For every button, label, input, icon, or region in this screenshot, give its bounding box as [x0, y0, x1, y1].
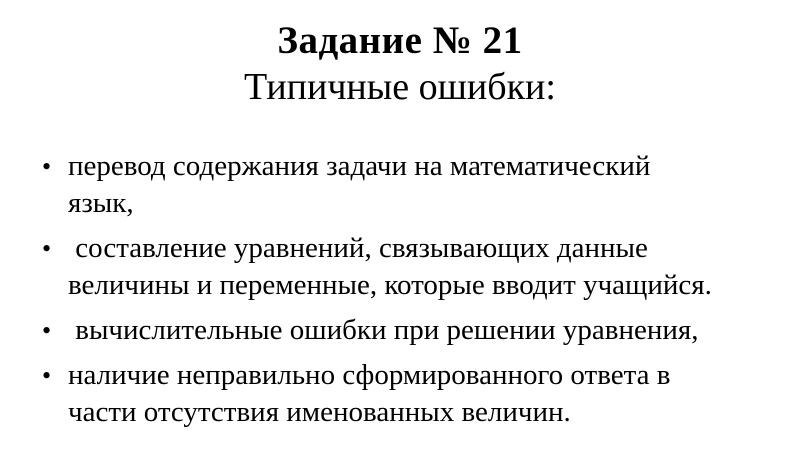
bullet-marker: • — [42, 152, 52, 181]
bullet-line: язык, — [68, 187, 134, 219]
bullet-text — [68, 312, 780, 349]
bullet-line: составление уравнений, связывающих данные — [68, 232, 648, 264]
bullet-marker: • — [42, 361, 52, 390]
bullet-line: перевод содержания задачи на математический — [68, 150, 651, 182]
bullet-item — [42, 357, 780, 431]
bullet-line: наличие неправильно сформированного ответа в — [68, 359, 671, 391]
slide-title: Задание № 21 — [277, 19, 523, 62]
bullet-marker: • — [42, 234, 52, 263]
bullet-line: вычислительные ошибки при решении уравнения, — [68, 314, 699, 346]
bullet-text — [68, 148, 780, 222]
bullet-line: величины и переменные, которые вводит учащийся. — [68, 269, 712, 301]
bullet-item — [42, 312, 780, 349]
bullet-text — [68, 230, 780, 304]
bullet-line: части отсутствия именованных величин. — [68, 396, 571, 428]
bullet-marker: • — [42, 316, 52, 345]
bullet-item — [42, 148, 780, 222]
bullet-text — [68, 357, 780, 431]
bullet-item — [42, 230, 780, 304]
slide-subtitle: Типичные ошибки: — [244, 66, 556, 108]
slide-header — [0, 0, 800, 110]
bullet-list — [0, 148, 800, 431]
